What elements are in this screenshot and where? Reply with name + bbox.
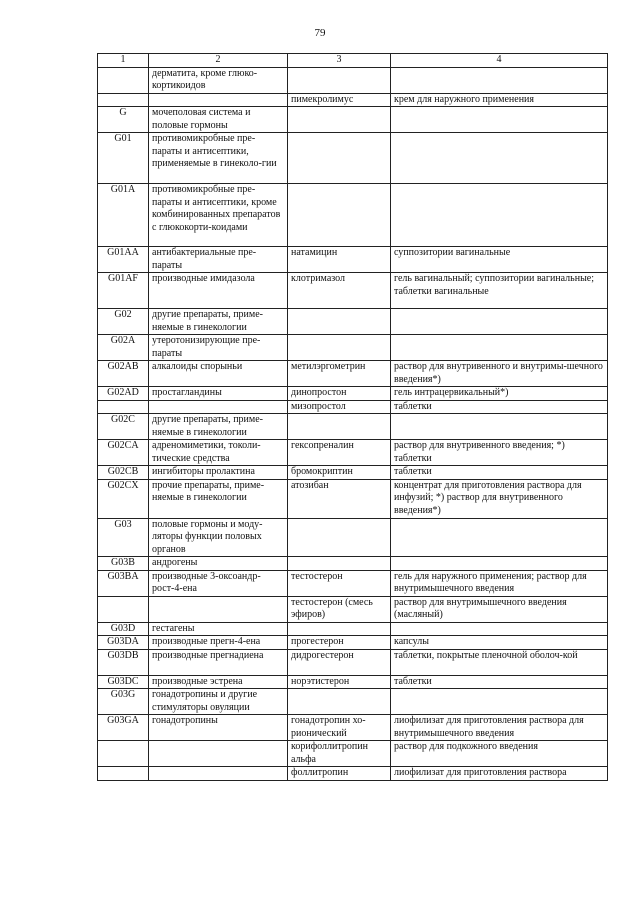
cell-code bbox=[98, 741, 149, 767]
cell-drug: мизопростол bbox=[288, 400, 391, 414]
page-number: 79 bbox=[314, 27, 326, 39]
cell-form: лиофилизат для приготовления раствора bbox=[391, 767, 608, 781]
cell-drug: бромокриптин bbox=[288, 466, 391, 480]
cell-group: производные 3-оксоандр-рост-4-ена bbox=[149, 570, 288, 596]
cell-code bbox=[98, 596, 149, 622]
cell-form: раствор для внутривенного и внутримы-шечного введения*) bbox=[391, 361, 608, 387]
cell-drug bbox=[288, 335, 391, 361]
table-row bbox=[98, 466, 608, 480]
cell-drug: динопростон bbox=[288, 387, 391, 401]
cell-drug: тестостерон (смесь эфиров) bbox=[288, 596, 391, 622]
cell-code bbox=[98, 67, 149, 93]
cell-drug bbox=[288, 622, 391, 636]
cell-group: противомикробные пре-параты и антисептики, кроме комбинированных препаратов с глюкокорти-коидами bbox=[149, 184, 288, 247]
cell-form bbox=[391, 309, 608, 335]
table-row bbox=[98, 335, 608, 361]
cell-form bbox=[391, 133, 608, 184]
table-row bbox=[98, 440, 608, 466]
cell-code bbox=[98, 93, 149, 107]
cell-group: производные прегн-4-ена bbox=[149, 636, 288, 650]
column-header-4: 4 bbox=[391, 54, 608, 68]
cell-group: простагландины bbox=[149, 387, 288, 401]
table-row bbox=[98, 387, 608, 401]
table-row bbox=[98, 715, 608, 741]
cell-form: таблетки bbox=[391, 466, 608, 480]
cell-form bbox=[391, 557, 608, 571]
cell-form bbox=[391, 414, 608, 440]
cell-code: G01AF bbox=[98, 273, 149, 309]
cell-group: половые гормоны и моду-ляторы функции половых органов bbox=[149, 518, 288, 557]
cell-form bbox=[391, 107, 608, 133]
cell-group bbox=[149, 767, 288, 781]
table-row bbox=[98, 361, 608, 387]
cell-form: крем для наружного применения bbox=[391, 93, 608, 107]
table-row bbox=[98, 518, 608, 557]
cell-code: G03BA bbox=[98, 570, 149, 596]
cell-drug: корифоллитропин альфа bbox=[288, 741, 391, 767]
cell-form: концентрат для приготовления раствора для инфузий; *) раствор для внутривенного введения*) bbox=[391, 479, 608, 518]
cell-group bbox=[149, 596, 288, 622]
cell-group: прочие препараты, приме-няемые в гинекологии bbox=[149, 479, 288, 518]
cell-form bbox=[391, 622, 608, 636]
cell-form bbox=[391, 335, 608, 361]
cell-form: гель для наружного применения; раствор для внутримышечного введения bbox=[391, 570, 608, 596]
cell-drug bbox=[288, 107, 391, 133]
cell-drug: дидрогестерон bbox=[288, 649, 391, 675]
table-row bbox=[98, 636, 608, 650]
cell-drug: метилэргометрин bbox=[288, 361, 391, 387]
cell-group: гонадотропины bbox=[149, 715, 288, 741]
cell-code: G03B bbox=[98, 557, 149, 571]
cell-code: G03DB bbox=[98, 649, 149, 675]
cell-code: G02A bbox=[98, 335, 149, 361]
cell-form bbox=[391, 689, 608, 715]
cell-form: таблетки bbox=[391, 675, 608, 689]
cell-form bbox=[391, 518, 608, 557]
table-row bbox=[98, 400, 608, 414]
cell-code: G03G bbox=[98, 689, 149, 715]
cell-group: андрогены bbox=[149, 557, 288, 571]
table-row bbox=[98, 309, 608, 335]
cell-group: антибактериальные пре-параты bbox=[149, 247, 288, 273]
cell-drug: клотримазол bbox=[288, 273, 391, 309]
cell-drug: атозибан bbox=[288, 479, 391, 518]
table-row bbox=[98, 689, 608, 715]
table-row bbox=[98, 596, 608, 622]
table-row bbox=[98, 414, 608, 440]
cell-drug bbox=[288, 67, 391, 93]
cell-form: раствор для внутримышечного введения (масляный) bbox=[391, 596, 608, 622]
cell-group: дерматита, кроме глюко-кортикоидов bbox=[149, 67, 288, 93]
cell-code bbox=[98, 767, 149, 781]
cell-group: другие препараты, приме-няемые в гинекологии bbox=[149, 414, 288, 440]
cell-group: ингибиторы пролактина bbox=[149, 466, 288, 480]
cell-drug: натамицин bbox=[288, 247, 391, 273]
cell-code: G03GA bbox=[98, 715, 149, 741]
cell-group bbox=[149, 93, 288, 107]
cell-form: раствор для внутривенного введения; *) таблетки bbox=[391, 440, 608, 466]
cell-drug: пимекролимус bbox=[288, 93, 391, 107]
cell-group: другие препараты, приме-няемые в гинекологии bbox=[149, 309, 288, 335]
cell-drug: норэтистерон bbox=[288, 675, 391, 689]
table-row bbox=[98, 622, 608, 636]
cell-form: гель вагинальный; суппозитории вагинальные; таблетки вагинальные bbox=[391, 273, 608, 309]
cell-form: раствор для подкожного введения bbox=[391, 741, 608, 767]
table-row bbox=[98, 67, 608, 93]
table-row bbox=[98, 557, 608, 571]
cell-code: G02C bbox=[98, 414, 149, 440]
cell-group: производные прегнадиена bbox=[149, 649, 288, 675]
cell-form: лиофилизат для приготовления раствора для внутримышечного введения bbox=[391, 715, 608, 741]
cell-code: G02CB bbox=[98, 466, 149, 480]
drug-table bbox=[97, 53, 608, 781]
cell-group: алкалоиды спорыньи bbox=[149, 361, 288, 387]
cell-drug bbox=[288, 518, 391, 557]
cell-drug bbox=[288, 414, 391, 440]
cell-form bbox=[391, 184, 608, 247]
cell-form: капсулы bbox=[391, 636, 608, 650]
table-row bbox=[98, 107, 608, 133]
cell-code bbox=[98, 400, 149, 414]
cell-code: G02 bbox=[98, 309, 149, 335]
cell-code: G03DA bbox=[98, 636, 149, 650]
cell-group: адреномиметики, токоли-тические средства bbox=[149, 440, 288, 466]
cell-group bbox=[149, 400, 288, 414]
cell-drug: прогестерон bbox=[288, 636, 391, 650]
cell-group: производные эстрена bbox=[149, 675, 288, 689]
table-row bbox=[98, 741, 608, 767]
cell-drug bbox=[288, 557, 391, 571]
table-header-row bbox=[98, 54, 608, 68]
cell-code: G01 bbox=[98, 133, 149, 184]
table-row bbox=[98, 273, 608, 309]
table-row bbox=[98, 247, 608, 273]
cell-form: таблетки, покрытые пленочной оболоч-кой bbox=[391, 649, 608, 675]
table-row bbox=[98, 767, 608, 781]
cell-code: G03DC bbox=[98, 675, 149, 689]
cell-drug bbox=[288, 689, 391, 715]
column-header-1: 1 bbox=[98, 54, 149, 68]
cell-drug: гексопреналин bbox=[288, 440, 391, 466]
table-row bbox=[98, 649, 608, 675]
column-header-3: 3 bbox=[288, 54, 391, 68]
cell-code: G01A bbox=[98, 184, 149, 247]
cell-code: G02AB bbox=[98, 361, 149, 387]
table-row bbox=[98, 133, 608, 184]
cell-group: противомикробные пре-параты и антисептики, применяемые в гинеколо-гии bbox=[149, 133, 288, 184]
table-row bbox=[98, 93, 608, 107]
table-row bbox=[98, 570, 608, 596]
cell-form: суппозитории вагинальные bbox=[391, 247, 608, 273]
cell-code: G bbox=[98, 107, 149, 133]
cell-code: G01AA bbox=[98, 247, 149, 273]
cell-drug bbox=[288, 309, 391, 335]
table-row bbox=[98, 675, 608, 689]
column-header-2: 2 bbox=[149, 54, 288, 68]
table-row bbox=[98, 479, 608, 518]
cell-drug bbox=[288, 133, 391, 184]
cell-code: G03 bbox=[98, 518, 149, 557]
cell-group bbox=[149, 741, 288, 767]
cell-group: гестагены bbox=[149, 622, 288, 636]
cell-code: G03D bbox=[98, 622, 149, 636]
cell-code: G02CA bbox=[98, 440, 149, 466]
cell-drug: фоллитропин bbox=[288, 767, 391, 781]
cell-drug: гонадотропин хо-рионический bbox=[288, 715, 391, 741]
table-row bbox=[98, 184, 608, 247]
cell-form: таблетки bbox=[391, 400, 608, 414]
cell-group: гонадотропины и другие стимуляторы овуляции bbox=[149, 689, 288, 715]
cell-form: гель интрацервикальный*) bbox=[391, 387, 608, 401]
cell-code: G02CX bbox=[98, 479, 149, 518]
cell-group: утеротонизирующие пре-параты bbox=[149, 335, 288, 361]
cell-group: мочеполовая система и половые гормоны bbox=[149, 107, 288, 133]
cell-drug: тестостерон bbox=[288, 570, 391, 596]
cell-drug bbox=[288, 184, 391, 247]
cell-group: производные имидазола bbox=[149, 273, 288, 309]
cell-code: G02AD bbox=[98, 387, 149, 401]
cell-form bbox=[391, 67, 608, 93]
